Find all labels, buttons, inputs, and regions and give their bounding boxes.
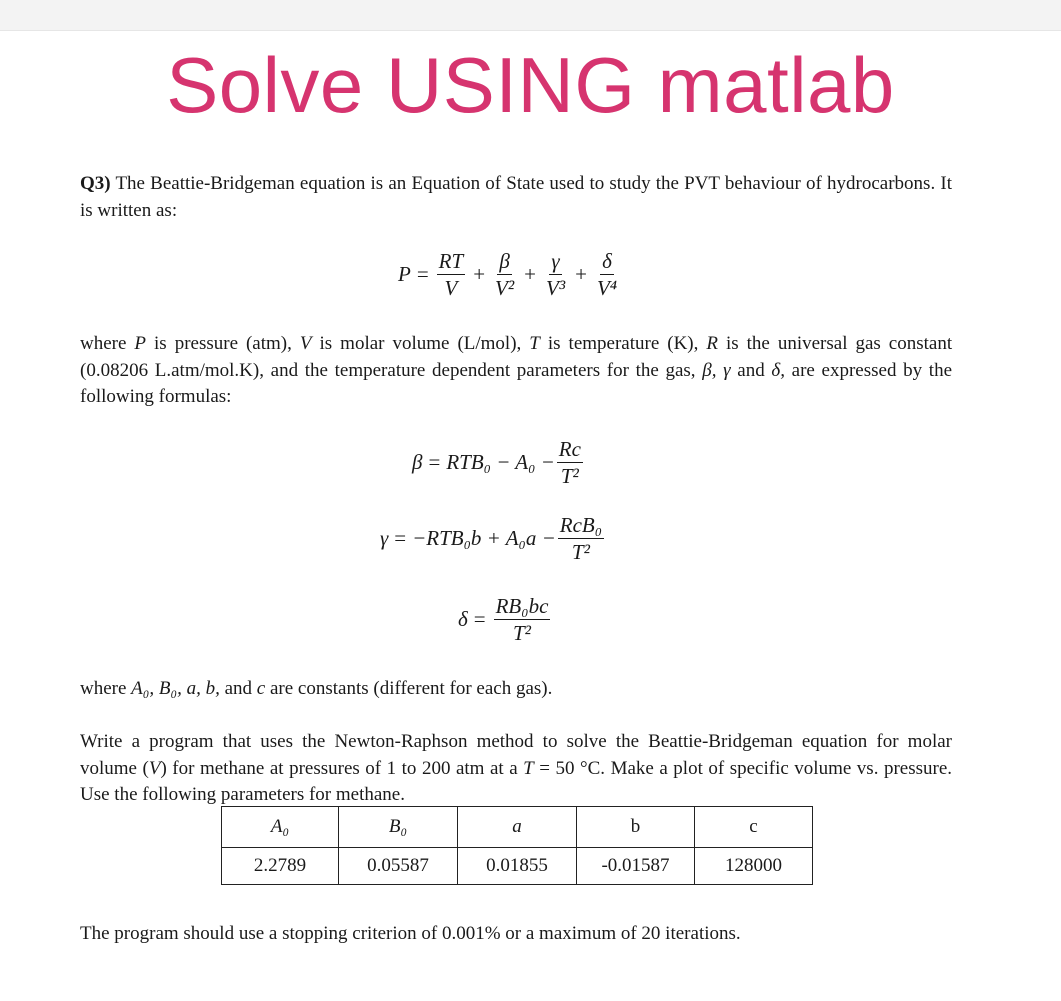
- eq-p-equals: =: [416, 262, 429, 286]
- eq-p-term1: [437, 250, 466, 299]
- def-text-6: are expressed by the following formulas:: [80, 359, 952, 407]
- def-sym-r: R: [706, 333, 718, 354]
- def-text-1: where: [80, 333, 127, 354]
- def-text-4: is temperature (K),: [547, 333, 699, 354]
- page-headline: Solve USING matlab: [166, 41, 895, 129]
- equation-gamma: [380, 514, 606, 563]
- eq-p-term2: [493, 250, 516, 299]
- table-cell: -0.01587: [577, 848, 695, 885]
- eq-p-plus3: +: [575, 262, 587, 286]
- eq-beta-equals: =: [428, 450, 441, 474]
- question-label: Q3): [80, 173, 111, 194]
- table-header-cell: a: [458, 807, 577, 848]
- top-band: [0, 0, 1061, 31]
- table-header-cell: c: [695, 807, 813, 848]
- eq-delta-equals: =: [473, 607, 486, 631]
- const-text-1: where: [80, 678, 127, 699]
- const-sym-c: c: [256, 678, 266, 699]
- def-sym-t: T: [529, 333, 540, 354]
- task-text-2: ) for methane at pressures of 1 to 200 atm at a: [160, 757, 518, 779]
- eq-p-term2-num: β: [499, 249, 510, 273]
- eq-p-plus2: +: [524, 262, 536, 286]
- eq-p-term4: [595, 250, 619, 299]
- equation-beta: [412, 438, 585, 487]
- const-text-and: and: [224, 678, 253, 699]
- eq-gamma-den: T²: [571, 540, 590, 564]
- eq-beta-den: T²: [560, 464, 579, 488]
- def-sym-gamma: γ: [723, 359, 731, 381]
- def-text-2: is pressure (atm),: [154, 333, 292, 354]
- eq-beta-num: Rc: [558, 437, 581, 461]
- eq-p-term2-den: V²: [495, 276, 515, 300]
- task-sym-t: T: [523, 757, 534, 779]
- task-sym-v: V: [148, 757, 161, 779]
- eq-p-term1-num: RT: [438, 249, 464, 273]
- eq-gamma-rhs: −RTB₀b + A₀a −: [412, 526, 556, 550]
- eq-beta-lhs: β: [412, 450, 423, 474]
- table-header-cell: A₀: [222, 807, 339, 848]
- const-symbols: A₀, B₀, a, b,: [131, 678, 220, 699]
- equation-pressure: [398, 250, 621, 299]
- eq-gamma-num: RcB₀: [559, 513, 603, 537]
- table-header-row: [222, 807, 813, 848]
- eq-p-term4-num: δ: [602, 249, 612, 273]
- table-cell: 0.05587: [339, 848, 458, 885]
- question-intro: [80, 171, 952, 224]
- def-text-5: is the universal gas constant (0.08206 L.atm/mol.K), and the temperature dependent parameters for the gas,: [80, 333, 953, 381]
- def-sym-p: P: [134, 333, 147, 354]
- def-sym-delta: δ,: [771, 359, 785, 381]
- equation-delta: [458, 595, 552, 644]
- eq-beta-frac: [557, 438, 583, 487]
- variable-definitions: [80, 331, 952, 411]
- table-header-cell: b: [577, 807, 695, 848]
- def-text-3: is molar volume (L/mol),: [319, 333, 522, 354]
- eq-p-plus1: +: [473, 262, 486, 286]
- eq-gamma-lhs: γ: [380, 526, 389, 550]
- eq-delta-lhs: δ: [458, 607, 468, 631]
- task-instructions: [80, 729, 952, 809]
- const-text-2: are constants (different for each gas).: [269, 678, 553, 699]
- stopping-criterion-note: The program should use a stopping criterion of 0.001% or a maximum of 20 iterations.: [80, 923, 741, 944]
- eq-delta-num: RB₀bc: [495, 594, 549, 618]
- table-header-cell: B₀: [339, 807, 458, 848]
- table-cell: 0.01855: [458, 848, 577, 885]
- table-cell: 128000: [695, 848, 813, 885]
- def-sym-v: V: [299, 333, 312, 354]
- table-cell: 2.2789: [222, 848, 339, 885]
- eq-p-term3: [544, 250, 567, 299]
- task-text-1: Write a program that uses the Newton-Raphson method to solve the Beattie-Bridgeman equation for molar volume (: [80, 731, 952, 779]
- eq-p-term1-den: V: [444, 276, 458, 300]
- eq-p-lhs: P: [398, 262, 411, 286]
- eq-p-term3-num: γ: [551, 249, 560, 273]
- task-text-3: = 50 °C. Make a plot of specific volume vs. pressure. Use the following parameters for methane.: [80, 757, 953, 805]
- table-row: [222, 848, 813, 885]
- eq-delta-frac: [494, 595, 551, 644]
- eq-gamma-frac: [558, 514, 604, 563]
- eq-delta-den: T²: [513, 621, 531, 645]
- def-sym-beta: β,: [702, 359, 717, 381]
- eq-p-term3-den: V³: [546, 276, 566, 300]
- eq-p-term4-den: V⁴: [596, 276, 618, 300]
- methane-parameters-table: [221, 806, 813, 885]
- constants-note: [80, 676, 952, 703]
- def-text-and: and: [737, 359, 765, 381]
- question-intro-text: The Beattie-Bridgeman equation is an Equation of State used to study the PVT behaviour of hydrocarbons. It is written as:: [80, 173, 952, 221]
- eq-gamma-equals: =: [394, 526, 407, 550]
- eq-beta-rhs: RTB₀ − A₀ −: [446, 450, 555, 474]
